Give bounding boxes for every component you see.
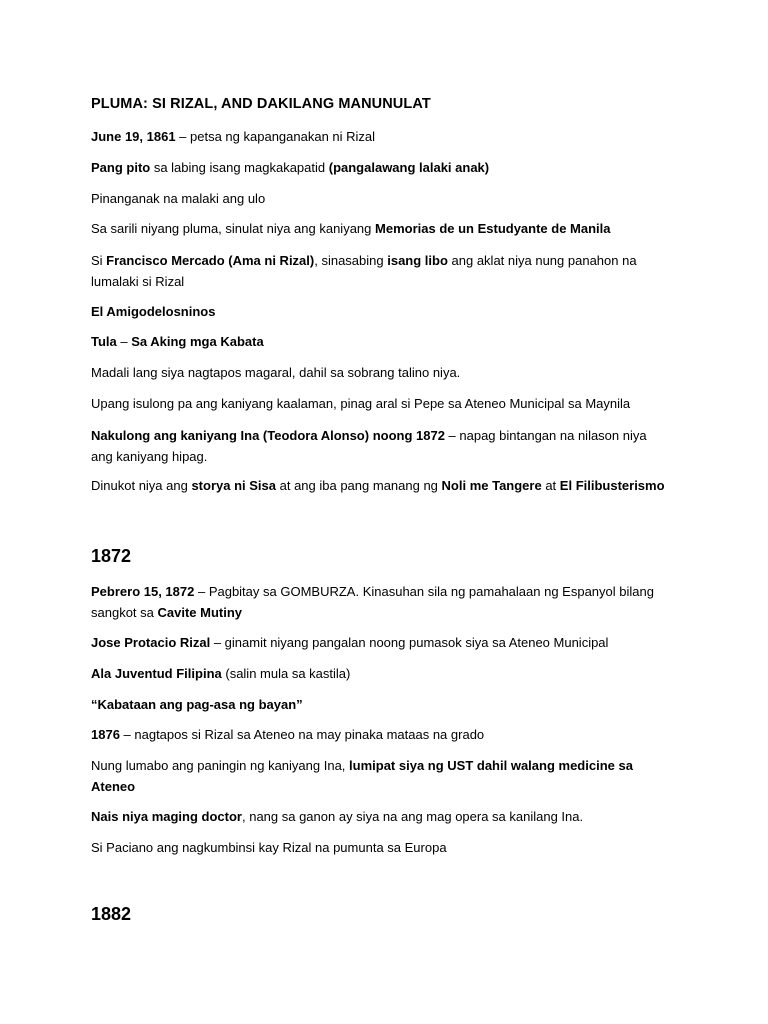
paragraph-talino: Madali lang siya nagtapos magaral, dahil sa sobrang talino niya. [91,365,461,380]
paragraph-gomburza: Pebrero 15, 1872 – Pagbitay sa GOMBURZA. Kinasuhan sila ng pamahalaan ng Espanyol bilang sangkot sa Cavite Mutiny [91,584,654,620]
paragraph-kabataan-quote: “Kabataan ang pag-asa ng bayan” [91,697,303,712]
paragraph-ateneo: Upang isulong pa ang kaniyang kaalaman, pinag aral si Pepe sa Ateneo Municipal sa Maynila [91,396,631,411]
paragraph-ina-kulong: Nakulong ang kaniyang Ina (Teodora Alonso) noong 1872 – napag bintangan na nilason niya ang kaniyang hipag. [91,428,647,464]
paragraph-doctor: Nais niya maging doctor, nang sa ganon ay siya na ang mag opera sa kanilang Ina. [91,809,584,824]
paragraph-jose-protacio: Jose Protacio Rizal – ginamit niyang pangalan noong pumasok siya sa Ateneo Municipal [91,635,609,650]
paragraph-siblings: Pang pito sa labing isang magkakapatid (pangalawang lalaki anak) [91,160,490,175]
year-heading-1872: 1872 [91,546,132,566]
paragraph-paciano: Si Paciano ang nagkumbinsi kay Rizal na pumunta sa Europa [91,840,447,855]
year-heading-1882: 1882 [91,904,132,924]
paragraph-memorias: Sa sarili niyang pluma, sinulat niya ang kaniyang Memorias de un Estudyante de Manila [91,221,611,236]
paragraph-head: Pinanganak na malaki ang ulo [91,191,266,206]
paragraph-juventud: Ala Juventud Filipina (salin mula sa kastila) [91,666,351,681]
paragraph-birthdate: June 19, 1861 – petsa ng kapanganakan ni Rizal [91,129,376,144]
paragraph-amigo: El Amigodelosninos [91,304,216,319]
paragraph-tula: Tula – Sa Aking mga Kabata [91,334,264,349]
paragraph-francisco: Si Francisco Mercado (Ama ni Rizal), sinasabing isang libo ang aklat niya nung panahon na lumalaki si Rizal [91,253,637,289]
document-title: PLUMA: SI RIZAL, AND DAKILANG MANUNULAT [91,96,431,112]
paragraph-sisa: Dinukot niya ang storya ni Sisa at ang iba pang manang ng Noli me Tangere at El Filibusterismo [91,478,665,493]
paragraph-ust: Nung lumabo ang paningin ng kaniyang Ina, lumipat siya ng UST dahil walang medicine sa Ateneo [91,758,633,794]
paragraph-1876: 1876 – nagtapos si Rizal sa Ateneo na may pinaka mataas na grado [91,727,485,742]
